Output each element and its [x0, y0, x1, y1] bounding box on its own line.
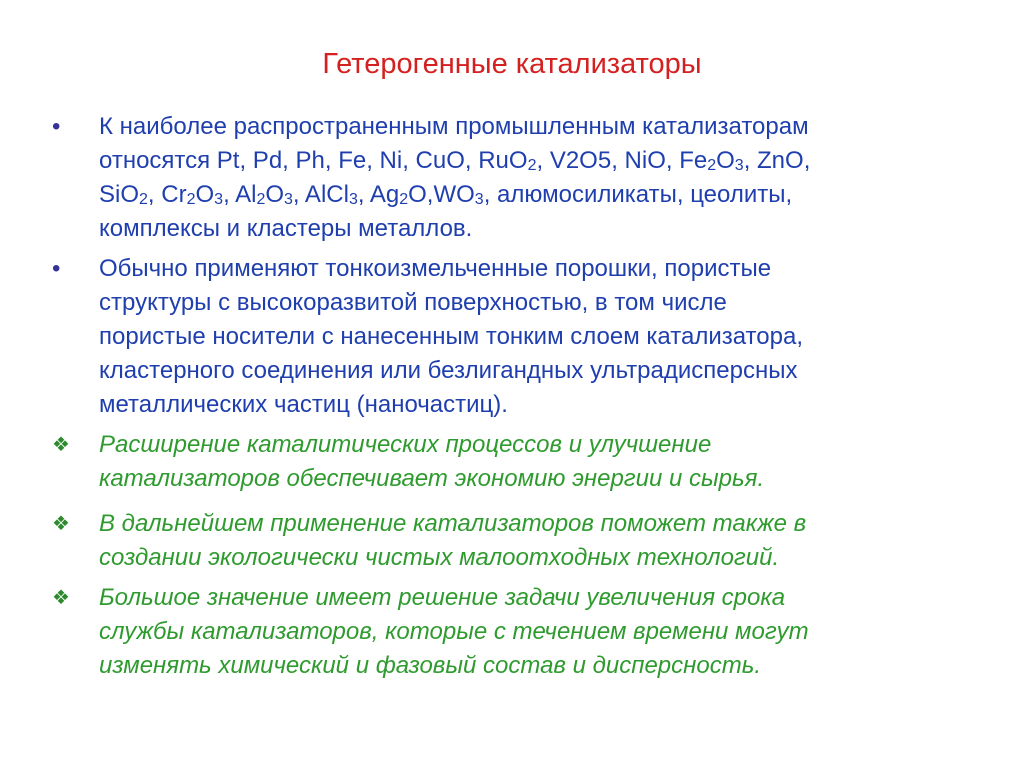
- bullet-2-line-5: металлических частиц (наночастиц).: [99, 391, 508, 418]
- slide-title: Гетерогенные катализаторы: [322, 48, 702, 80]
- bullet-3-line-1: Расширение каталитических процессов и улучшение: [99, 431, 712, 458]
- diamond-bullet-icon: ❖: [52, 434, 70, 456]
- bullet-5-line-3: изменять химический и фазовый состав и дисперсность.: [99, 652, 761, 679]
- bullet-5-line-1: Большое значение имеет решение задачи увеличения срока: [99, 584, 786, 611]
- bullet-3-line-2: катализаторов обеспечивает экономию энергии и сырья.: [99, 465, 765, 492]
- bullet-1-line-1: К наиболее распространенным промышленным катализаторам: [99, 113, 809, 140]
- bullet-2-line-2: структуры с высокоразвитой поверхностью, в том числе: [99, 289, 727, 316]
- bullet-text-3: [99, 428, 959, 496]
- bullet-text-1: [99, 110, 959, 246]
- bullet-text-4: [99, 507, 959, 575]
- bullet-2-line-4: кластерного соединения или безлигандных ультрадисперсных: [99, 357, 798, 384]
- bullet-dot-icon: •: [52, 113, 61, 140]
- bullet-text-5: [99, 581, 959, 683]
- bullet-2-line-3: пористые носители с нанесенным тонким слоем катализатора,: [99, 323, 803, 350]
- bullet-2-line-1: Обычно применяют тонкоизмельченные порошки, пористые: [99, 255, 772, 282]
- bullet-4-line-2: создании экологически чистых малоотходных технологий.: [99, 544, 780, 571]
- bullet-text-2: [99, 252, 959, 422]
- diamond-bullet-icon: ❖: [52, 513, 70, 535]
- bullet-1-line-2: относятся Pt, Pd, Ph, Fe, Ni, CuO, RuO$_2$, V2O5, NiO, $Fe_2O_3$, ZnO,: [99, 147, 811, 174]
- bullet-1-line-3: SiO$_2$, $Cr_2O_3$, $Al_2O_3$, AlCl$_3$, $Ag_2O,WO_3$, алюмосиликаты, цеолиты,: [99, 181, 793, 208]
- diamond-bullet-icon: ❖: [52, 587, 70, 609]
- bullet-4-line-1: В дальнейшем применение катализаторов поможет также в: [99, 510, 807, 537]
- bullet-dot-icon: •: [52, 255, 61, 282]
- bullet-5-line-2: службы катализаторов, которые с течением времени могут: [99, 618, 809, 645]
- bullet-1-line-4: комплексы и кластеры металлов.: [99, 215, 473, 242]
